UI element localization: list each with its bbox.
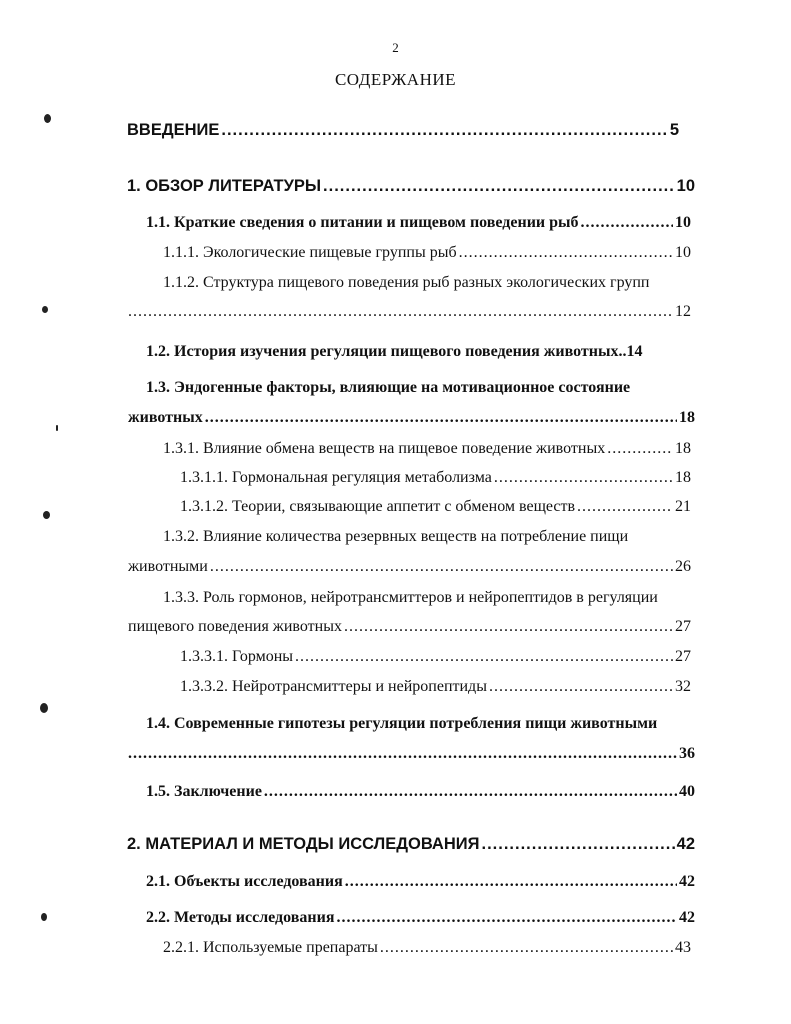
scan-speck xyxy=(40,703,48,713)
scan-speck xyxy=(42,306,48,313)
toc-entry-1-3-3[interactable] xyxy=(163,586,711,610)
toc-entry-text: 1.3.1. Влияние обмена веществ на пищевое поведение животных xyxy=(163,440,606,457)
toc-entry-page: 42 xyxy=(679,909,695,926)
toc-entry-chapter-2[interactable] xyxy=(127,832,695,856)
scan-speck xyxy=(44,114,51,123)
toc-leader xyxy=(264,780,677,804)
toc-leader xyxy=(128,300,673,324)
toc-entry-1-1-2[interactable] xyxy=(163,271,701,295)
toc-entry-1-3-1[interactable] xyxy=(163,437,691,461)
toc-entry-1-3-2-continuation[interactable] xyxy=(128,555,691,579)
toc-entry-page: 26 xyxy=(675,558,691,575)
toc-entry-text: 1.3. Эндогенные факторы, влияющие на мотивационное состояние xyxy=(146,379,631,396)
toc-entry-1-3-1-1[interactable] xyxy=(180,466,691,490)
toc-leader xyxy=(295,645,673,669)
toc-leader xyxy=(128,742,677,766)
toc-entry-text: 1.1.2. Структура пищевого поведения рыб разных экологических групп xyxy=(163,274,650,291)
scan-speck xyxy=(41,913,47,921)
toc-entry-text: 1.3.1.1. Гормональная регуляция метаболизма xyxy=(180,469,492,486)
toc-entry-page: 10 xyxy=(675,214,691,231)
toc-entry-page: 18 xyxy=(679,409,695,426)
toc-entry-1-1[interactable] xyxy=(146,211,691,235)
toc-leader xyxy=(344,615,673,639)
toc-entry-page: 18 xyxy=(675,440,691,457)
toc-entry-page: 40 xyxy=(679,783,695,800)
toc-entry-text: 2.2.1. Используемые препараты xyxy=(163,939,378,956)
toc-entry-text: 1.3.2. Влияние количества резервных веществ на потребление пищи xyxy=(163,528,629,545)
page-number: 2 xyxy=(392,40,399,55)
toc-entry-page: 43 xyxy=(675,939,691,956)
toc-entry-1-5[interactable] xyxy=(146,780,695,804)
toc-entry-page: 5 xyxy=(669,121,679,139)
toc-entry-text: 1.5. Заключение xyxy=(146,783,262,800)
toc-entry-page: 27 xyxy=(675,648,691,665)
toc-leader xyxy=(581,211,673,235)
toc-entry-page: 21 xyxy=(675,498,691,515)
toc-entry-text: 2. МАТЕРИАЛ И МЕТОДЫ ИССЛЕДОВАНИЯ xyxy=(127,835,480,853)
toc-entry-page: 27 xyxy=(675,618,691,635)
toc-leader xyxy=(205,406,677,430)
toc-leader xyxy=(210,555,673,579)
toc-entry-1-3-1-2[interactable] xyxy=(180,495,691,519)
toc-entry-text: 1.2. История изучения регуляции пищевого поведения животных.. xyxy=(146,343,627,360)
toc-entry-text: 2.2. Методы исследования xyxy=(146,909,335,926)
toc-entry-text: животных xyxy=(128,409,203,426)
page-title: СОДЕРЖАНИЕ xyxy=(334,70,457,89)
toc-entry-1-2[interactable] xyxy=(146,340,694,364)
toc-entry-text: животными xyxy=(128,558,208,575)
toc-entry-1-3-3-1[interactable] xyxy=(180,645,691,669)
toc-entry-introduction[interactable] xyxy=(127,118,679,142)
toc-entry-2-1[interactable] xyxy=(146,870,695,894)
toc-entry-page: 10 xyxy=(676,177,695,195)
toc-entry-text: 1.3.3.2. Нейротрансмиттеры и нейропептиды xyxy=(180,678,487,695)
toc-entry-page: 42 xyxy=(679,873,695,890)
toc-leader xyxy=(323,174,675,198)
toc-entry-1-4[interactable] xyxy=(146,712,711,736)
toc-entry-1-3[interactable] xyxy=(146,376,701,400)
toc-entry-2-2[interactable] xyxy=(146,906,695,930)
toc-leader xyxy=(481,832,674,856)
toc-leader xyxy=(494,466,673,490)
toc-leader xyxy=(380,936,673,960)
toc-entry-1-4-continuation[interactable] xyxy=(128,742,695,766)
toc-leader xyxy=(459,241,673,265)
toc-entry-page: 42 xyxy=(676,835,695,853)
toc-entry-2-2-1[interactable] xyxy=(163,936,691,960)
toc-leader xyxy=(221,118,667,142)
toc-leader xyxy=(489,675,673,699)
toc-entry-1-1-2-continuation[interactable] xyxy=(128,300,691,324)
toc-leader xyxy=(577,495,673,519)
toc-entry-page: 32 xyxy=(675,678,691,695)
scan-speck xyxy=(56,425,58,431)
toc-entry-text: пищевого поведения животных xyxy=(128,618,342,635)
toc-entry-text: 2.1. Объекты исследования xyxy=(146,873,343,890)
toc-entry-1-1-1[interactable] xyxy=(163,241,691,265)
toc-entry-text: ВВЕДЕНИЕ xyxy=(127,121,220,139)
toc-leader xyxy=(607,437,673,461)
toc-entry-page: 36 xyxy=(679,745,695,762)
scan-speck xyxy=(43,511,50,519)
toc-entry-page: 14 xyxy=(626,343,643,360)
toc-entry-text: 1. ОБЗОР ЛИТЕРАТУРЫ xyxy=(127,177,322,195)
toc-entry-text: 1.3.3.1. Гормоны xyxy=(180,648,294,665)
toc-entry-page: 18 xyxy=(675,469,691,486)
toc-entry-1-3-3-2[interactable] xyxy=(180,675,691,699)
toc-entry-1-3-2[interactable] xyxy=(163,525,701,549)
toc-entry-1-3-3-continuation[interactable] xyxy=(128,615,691,639)
toc-entry-page: 12 xyxy=(675,303,691,320)
toc-entry-chapter-1[interactable] xyxy=(127,174,695,198)
toc-entry-text: 1.3.3. Роль гормонов, нейротрансмиттеров и нейропептидов в регуляции xyxy=(163,589,658,606)
toc-entry-text: 1.1.1. Экологические пищевые группы рыб xyxy=(163,244,457,261)
toc-leader xyxy=(345,870,677,894)
toc-entry-1-3-continuation[interactable] xyxy=(128,406,695,430)
toc-entry-page: 10 xyxy=(675,244,691,261)
toc-entry-text: 1.1. Краткие сведения о питании и пищевом поведении рыб xyxy=(146,214,579,231)
toc-leader xyxy=(336,906,677,930)
toc-entry-text: 1.3.1.2. Теории, связывающие аппетит с обменом веществ xyxy=(180,498,576,515)
toc-entry-text: 1.4. Современные гипотезы регуляции потребления пищи животными xyxy=(146,715,658,732)
